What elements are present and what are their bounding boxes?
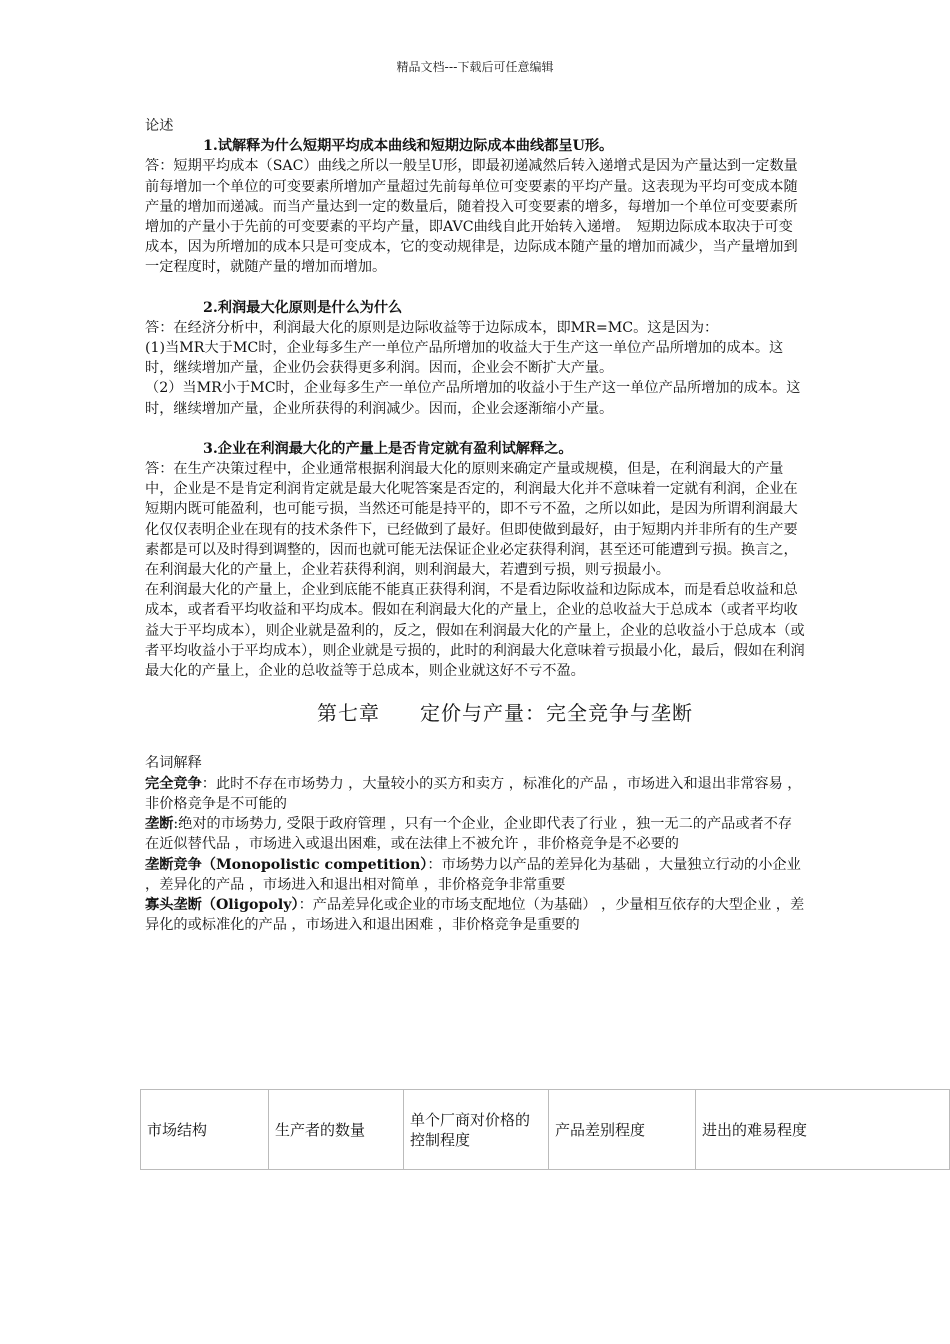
document-body <box>145 116 805 935</box>
table-header-cell: 单个厂商对价格的控制程度 <box>404 1090 549 1170</box>
question-2-point-1: (1)当MR大于MC时，企业每多生产一单位产品所增加的收益大于生产这一单位产品所增加的成本。这时，继续增加产量，企业仍会获得更多利润。因而，企业会不断扩大产量。 <box>145 340 784 377</box>
term-monopoly <box>145 814 805 854</box>
market-structure-table <box>140 1089 950 1170</box>
question-2-title: 2.利润最大化原则是什么为什么 <box>203 299 403 316</box>
chapter-heading <box>205 701 805 726</box>
chapter-title: 定价与产量：完全竞争与垄断 <box>420 701 693 726</box>
spacer <box>145 419 805 439</box>
term-monopolistic-competition <box>145 855 805 895</box>
question-1-title: 1.试解释为什么短期平均成本曲线和短期边际成本曲线都呈U形。 <box>203 138 614 155</box>
question-2-answer-intro: 答：在经济分析中，利润最大化的原则是边际收益等于边际成本，即MR=MC。这是因为： <box>145 319 719 336</box>
table-header-row <box>141 1090 950 1170</box>
term-definition: ：市场势力以产品的差异化为基础 ，大量独立行动的小企业 ，差异化的产品 ，市场进入和退出相对简单 ，非价格竞争非常重要 <box>145 856 801 893</box>
spacer <box>145 278 805 298</box>
table-header-cell: 产品差别程度 <box>549 1090 696 1170</box>
question-3-answer-p2: 在利润最大化的产量上，企业到底能不能真正获得利润，不是看边际收益和边际成本，而是看总收益和总成本，或者看平均收益和平均成本。假如在利润最大化的产量上，企业的总收益大于总成本（或者平均收益大于平均成本），则企业就是盈利的，反之，假如在利润最大化的产量上，企业的总收益小于总成本（或者平均收益小于平均成本），则企业就是亏损的，此时的利润最大化意味着亏损最小化，最后，假如在利润最大化的产量上，企业的总收益等于总成本，则企业就这好不亏不盈。 <box>145 582 805 680</box>
question-2-point-2: （2）当MR小于MC时，企业每多生产一单位产品所增加的收益小于生产这一单位产品所增加的成本。这时，继续增加产量，企业所获得的利润减少。因而，企业会逐渐缩小产量。 <box>145 380 801 417</box>
table-header-cell: 市场结构 <box>141 1090 269 1170</box>
page-header: 精品文档---下载后可任意编辑 <box>396 60 554 74</box>
terms-label: 名词解释 <box>145 755 202 772</box>
term-perfect-competition <box>145 774 805 814</box>
term-definition: ：此时不存在市场势力 ，大量较小的买方和卖方 ，标准化的产品 ，市场进入和退出非常容易 ，非价格竞争是不可能的 <box>145 775 802 812</box>
question-3-answer-p1: 答：在生产决策过程中，企业通常根据利润最大化的原则来确定产量或规模，但是，在利润最大的产量中，企业是不是肯定利润肯定就是最大化呢答案是否定的，利润最大化并不意味着一定就有利润，企业在短期内既可能盈利，也可能亏损，当然还可能是持平的，即不亏不盈，之所以如此，是因为所谓利润最大化仅仅表明企业在现有的技术条件下，已经做到了最好。但即使做到最好，由于短期内并非所有的生产要素都是可以及时得到调整的，因而也就可能无法保证企业必定获得利润，甚至还可能遭到亏损。换言之，在利润最大化的产量上，企业若获得利润，则利润最大，若遭到亏损，则亏损最小。 <box>145 461 798 579</box>
chapter-number: 第七章 <box>317 701 380 726</box>
term-name: 寡头垄断（Oligopoly） <box>145 896 299 913</box>
question-3-title: 3.企业在利润最大化的产量上是否肯定就有盈利试解释之。 <box>203 440 573 457</box>
term-definition: :绝对的市场势力, 受限于政府管理 ，只有一个企业，企业即代表了行业 ，独一无二的产品或者不存在近似替代品 ，市场进入或退出困难，或在法律上不被允许 ，非价格竞争是不必要的 <box>145 816 793 853</box>
term-name: 垄断 <box>145 816 174 833</box>
term-name: 完全竞争 <box>145 775 202 792</box>
table-header-cell: 生产者的数量 <box>269 1090 404 1170</box>
term-oligopoly <box>145 895 805 935</box>
table-header-cell: 进出的难易程度 <box>696 1090 950 1170</box>
section-label: 论述 <box>145 118 174 134</box>
question-1-answer: 答：短期平均成本（SAC）曲线之所以一般呈U形，即最初递减然后转入递增式是因为产量达到一定数量前每增加一个单位的可变要素所增加产量超过先前每单位可变要素的平均产量。这表现为平均可变成本随产量的增加而递减。而当产量达到一定的数量后，随着投入可变要素的增多，每增加一个单位可变要素所增加的产量小于先前的可变要素的平均产量，即AVC曲线自此开始转入递增。 短期边际成本取决于可变成本，因为所增加的成本只是可变成本，它的变动规律是，边际成本随产量的增加而减少，当产量增加到一定程度时，就随产量的增加而增加。 <box>145 158 798 276</box>
term-definition: ：产品差异化或企业的市场支配地位（为基础） ，少量相互依存的大型企业 ，差异化的或标准化的产品 ，市场进入和退出困难 ，非价格竞争是重要的 <box>145 896 805 934</box>
term-name: 垄断竞争（Monopolistic competition） <box>145 856 428 873</box>
